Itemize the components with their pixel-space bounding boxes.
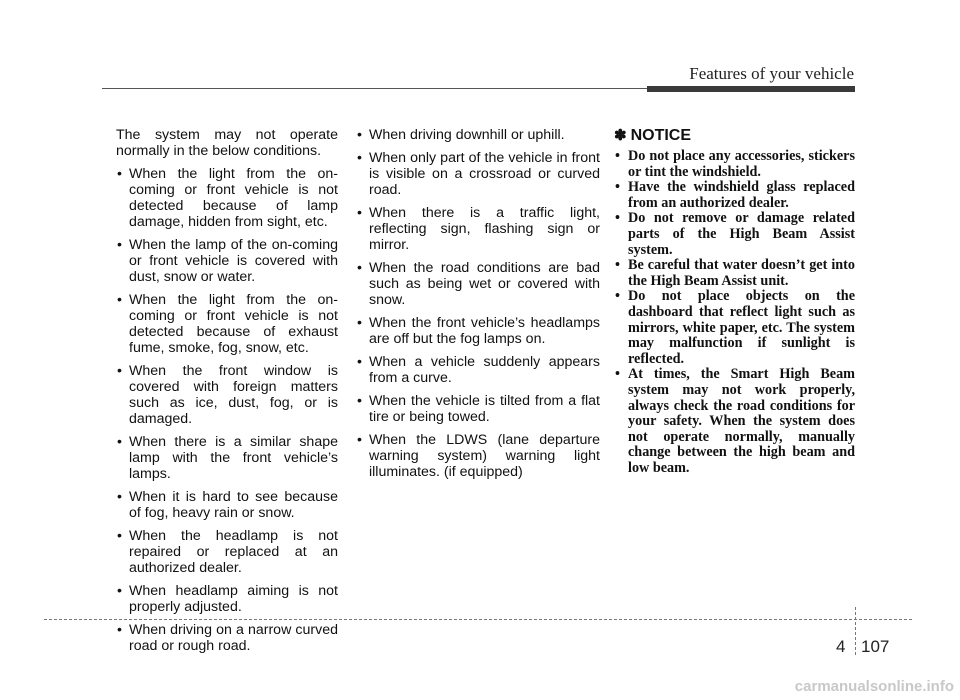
list-item: • When the vehicle is tilted from a flat tire or being towed.: [356, 393, 600, 425]
list-item: • When driving downhill or uphill.: [356, 127, 600, 143]
notice-item: • Do not place objects on the dashboard that reflect light such as mirrors, white paper, etc. The system may malfunction if sunlight is reflected.: [614, 289, 855, 367]
header-bar: [647, 86, 855, 92]
column-1: [116, 127, 338, 661]
list-item: • When a vehicle suddenly appears from a curve.: [356, 354, 600, 386]
notice-list: [614, 149, 855, 476]
footer-rule: [44, 619, 912, 620]
list-item: • When the light from the on-coming or front vehicle is not detected because of exhaust fume, smoke, fog, snow, etc.: [116, 292, 338, 356]
list-item: • When the road conditions are bad such as being wet or covered with snow.: [356, 260, 600, 308]
notice-item: • Do not remove or damage related parts of the High Beam Assist system.: [614, 211, 855, 258]
notice-item: • At times, the Smart High Beam system may not work properly, always check the road conditions for your safety. When the system does not operate normally, manually change between the high beam and low beam.: [614, 367, 855, 476]
list-item: • When the front window is covered with foreign matters such as ice, dust, fog, or is damaged.: [116, 363, 338, 427]
list-item: • When only part of the vehicle in front is visible on a crossroad or curved road.: [356, 150, 600, 198]
column-2: [356, 127, 600, 487]
list-item: • When the front vehicle’s headlamps are off but the fog lamps on.: [356, 315, 600, 347]
notice-heading: [614, 128, 855, 144]
conditions-list-1: [116, 166, 338, 654]
page-separator: [855, 607, 856, 655]
notice-item: • Be careful that water doesn’t get into the High Beam Assist unit.: [614, 258, 855, 289]
list-item: • When there is a traffic light, reflecting sign, flashing sign or mirror.: [356, 205, 600, 253]
notice-item: • Do not place any accessories, stickers or tint the windshield.: [614, 149, 855, 180]
notice-box: [614, 127, 855, 476]
page-number: 107: [861, 637, 890, 656]
list-item: • When the light from the on-coming or front vehicle is not detected because of lamp damage, hidden from sight, etc.: [116, 166, 338, 230]
chapter-number: 4: [836, 637, 846, 656]
section-title: Features of your vehicle: [689, 64, 854, 83]
header-rule: [102, 88, 647, 89]
list-item: • When the lamp of the on-coming or front vehicle is covered with dust, snow or water.: [116, 237, 338, 285]
watermark: carmanualsonline.info: [794, 678, 954, 695]
list-item: • When headlamp aiming is not properly adjusted.: [116, 583, 338, 615]
notice-title: NOTICE: [630, 127, 692, 144]
list-item: • When driving on a narrow curved road or rough road.: [116, 622, 338, 654]
notice-item: • Have the windshield glass replaced from an authorized dealer.: [614, 180, 855, 211]
intro-text: The system may not operate normally in the below conditions.: [116, 127, 338, 159]
list-item: • When there is a similar shape lamp with the front vehicle’s lamps.: [116, 434, 338, 482]
list-item: • When the LDWS (lane departure warning system) warning light illuminates. (if equipped): [356, 432, 600, 480]
list-item: • When the headlamp is not repaired or replaced at an authorized dealer.: [116, 528, 338, 576]
list-item: • When it is hard to see because of fog, heavy rain or snow.: [116, 489, 338, 521]
conditions-list-2: [356, 127, 600, 480]
asterisk-icon: ✽: [614, 127, 627, 144]
